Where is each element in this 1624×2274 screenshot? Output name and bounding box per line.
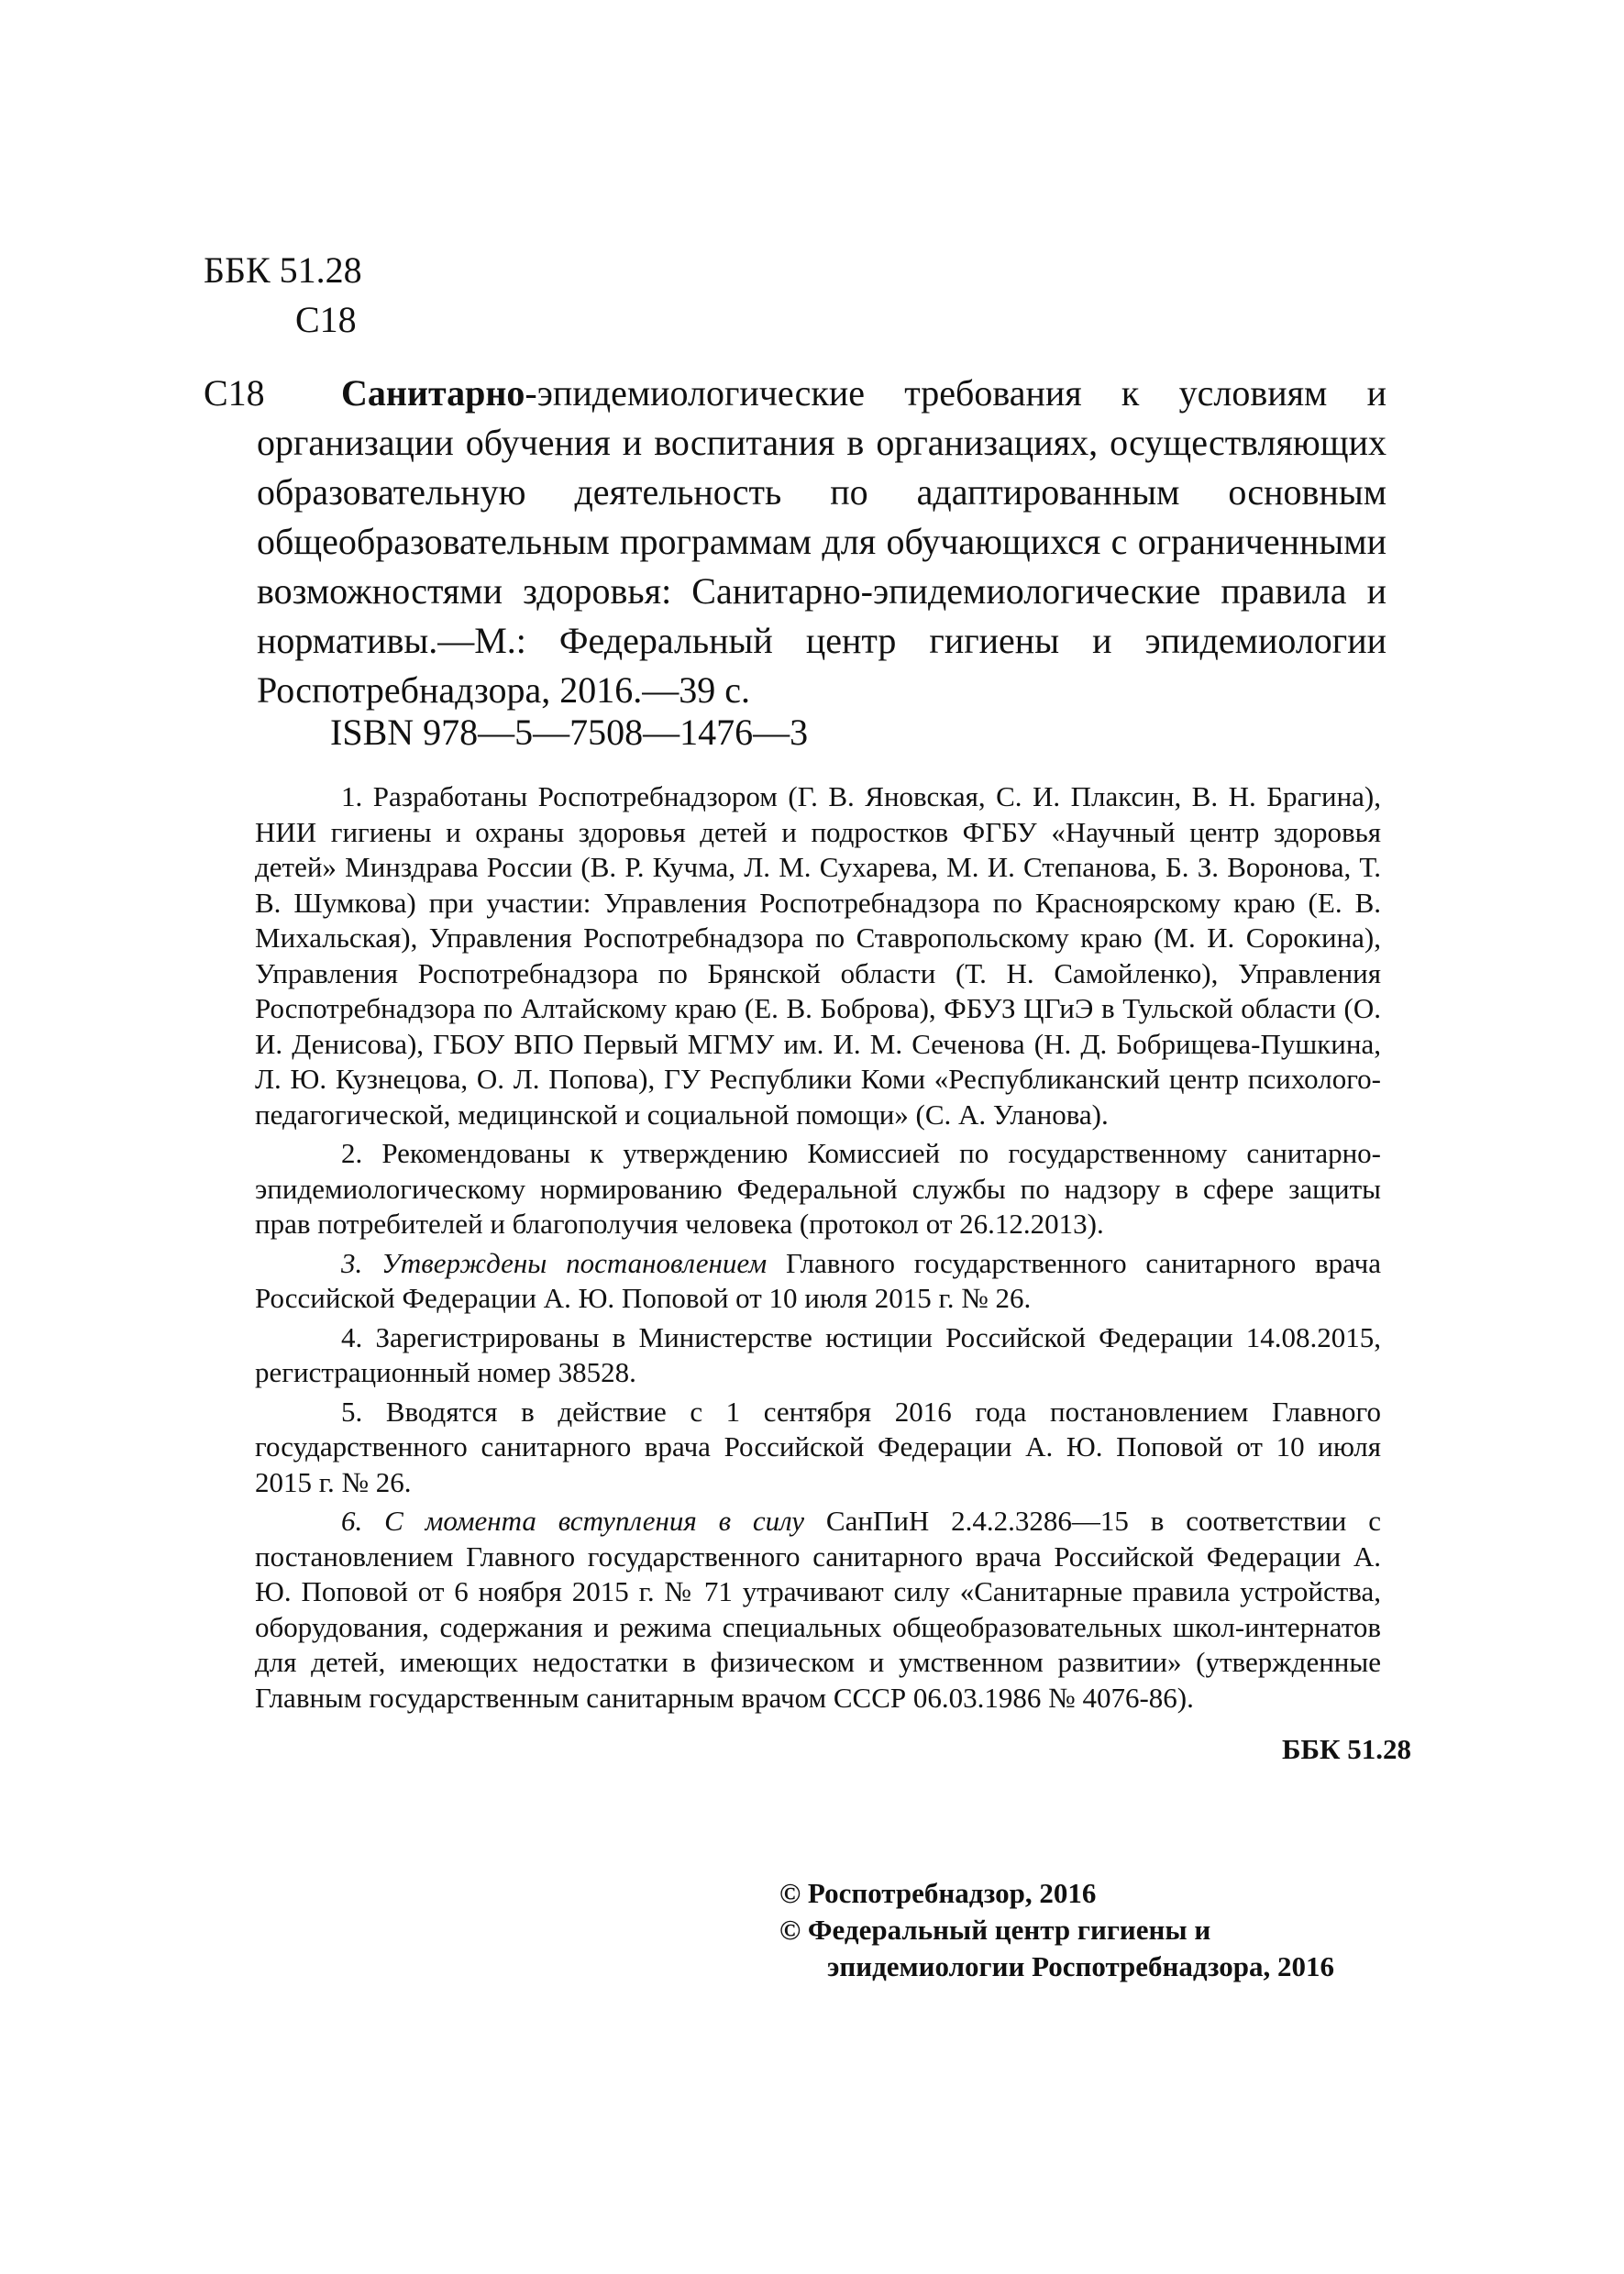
entry-description xyxy=(257,369,1386,715)
note-5: 5. Вводятся в действие с 1 сентября 2016 года постановлением Главного государственного санитарного врача Российской Федерации А. Ю. Поповой от 10 июля 2015 г. № 26. xyxy=(255,1395,1381,1498)
copyright-center-line1: © Федеральный центр гигиены и xyxy=(779,1914,1211,1946)
copyright-center-line2: эпидемиологии Роспотребнадзора, 2016 xyxy=(827,1950,1334,1982)
note-3-text: Главного государственного санитарного врача Российской Федерации А. Ю. Поповой от 10 июля 2015 г. № 26. xyxy=(255,1246,1382,1314)
bbk-header xyxy=(204,246,362,345)
isbn: ISBN 978—5—7508—1476—3 xyxy=(330,712,809,753)
note-3-lead: 3. Утверждены постановлением xyxy=(341,1246,768,1279)
bbk-footer: ББК 51.28 xyxy=(1282,1733,1411,1765)
copyright-rospotrebnadzor: © Роспотребнадзор, 2016 xyxy=(779,1877,1097,1909)
entry-author-mark: С18 xyxy=(204,372,265,414)
copyright-block xyxy=(779,1875,1334,1985)
author-mark: С18 xyxy=(295,299,357,340)
note-3 xyxy=(255,1246,1381,1317)
publication-notes xyxy=(255,779,1381,1719)
note-4: 4. Зарегистрированы в Министерстве юстиции Российской Федерации 14.08.2015, регистрационный номер 38528. xyxy=(255,1320,1381,1388)
note-6 xyxy=(255,1504,1381,1716)
entry-title-lead: Санитарно xyxy=(341,372,525,414)
entry-title-rest: -эпидемиологические требования к условиям и организации обучения и воспитания в организациях, осуществляющих образовательную деятельность по адаптированным основным общеобразовательным программам для обучающихся с ограниченными возможностями здоровья: Санитарно-эпидемиологические правила и нормативы.—М.: Федеральный центр гигиены и эпидемиологии Роспотребнадзора, 2016.—39 с. xyxy=(257,372,1386,711)
note-1: 1. Разработаны Роспотребнадзором (Г. В. Яновская, С. И. Плаксин, В. Н. Брагина), НИИ гигиены и охраны здоровья детей и подростков ФГБУ «Научный центр здоровья детей» Минздрава России (В. Р. Кучма, Л. М. Сухарева, М. И. Степанова, Б. З. Воронова, Т. В. Шумкова) при участии: Управления Роспотребнадзора по Красноярскому краю (Е. В. Михальская), Управления Роспотребнадзора по Ставропольскому краю (М. И. Сорокина), Управления Роспотребнадзора по Брянской области (Т. Н. Самойленко), Управления Роспотребнадзора по Алтайскому краю (Е. В. Боброва), ФБУЗ ЦГиЭ в Тульской области (О. И. Денисова), ГБОУ ВПО Первый МГМУ им. И. М. Сеченова (Н. Д. Бобрищева-Пушкина, Л. Ю. Кузнецова, О. Л. Попова), ГУ Республики Коми «Республиканский центр психолого-педагогической, медицинской и социальной помощи» (С. А. Уланова). xyxy=(255,780,1381,1131)
bibliographic-entry xyxy=(204,369,1386,715)
note-6-text: СанПиН 2.4.2.3286—15 в соответствии с постановлением Главного государственного санитарного врача Российской Федерации А. Ю. Поповой от 6 ноября 2015 г. № 71 утрачивают силу «Санитарные правила устройства, оборудования, содержания и режима специальных общеобразовательных школ-интернатов для детей, имеющих недостатки в физическом и умственном развитии» (утвержденные Главным государственным санитарным врачом СССР 06.03.1986 № 4076-86). xyxy=(255,1505,1381,1714)
note-2: 2. Рекомендованы к утверждению Комиссией по государственному санитарно-эпидемиологическому нормированию Федеральной службы по надзору в сфере защиты прав потребителей и благополучия человека (протокол от 26.12.2013). xyxy=(255,1137,1381,1240)
note-6-lead: 6. С момента вступления в силу xyxy=(341,1505,805,1537)
bbk-index: ББК 51.28 xyxy=(204,249,362,291)
